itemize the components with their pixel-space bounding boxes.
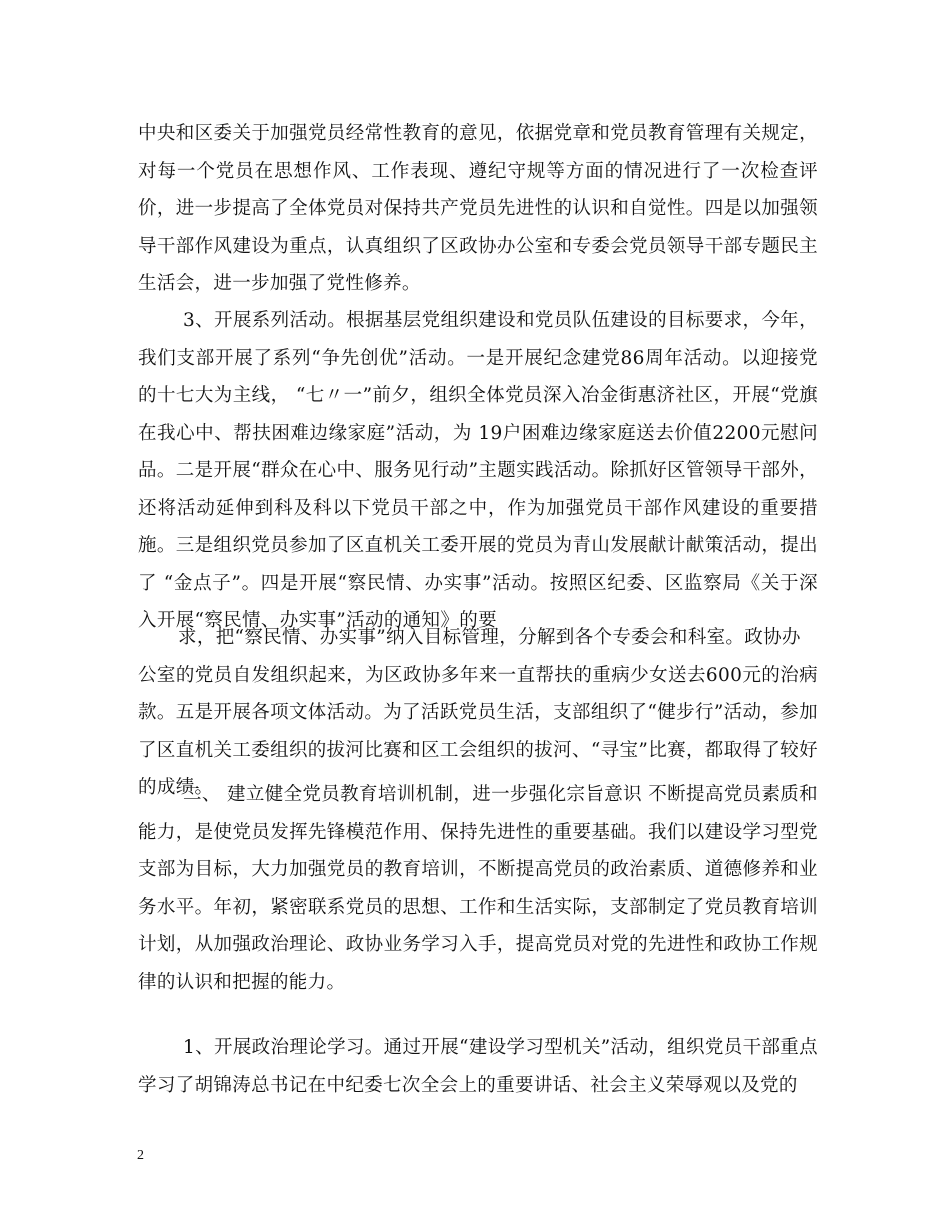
paragraph-remaining-lines: 公室的党员自发组织起来，为区政协多年来一直帮扶的重病少女送去600元的治病款。五是开展各项文体活动。为了活跃党员生活，支部组织了“健步行”活动，参加了区直机关工委组织的拔河比赛和区工会组织的拔河、“寻宝”比赛，都取得了较好的成绩。 [138,664,818,798]
paragraph-first-line: 求，把“察民情、办实事”纳入目标管理，分解到各个专委会和科室。政协办 [178,627,801,648]
page-number: 2 [137,1148,144,1163]
paragraph-theory-study: 1、开展政治理论学习。通过开展“建设学习型机关”活动，组织党员干部重点学习了胡锦涛总书记在中纪委七次全会上的重要讲话、社会主义荣辱观以及党的 [138,1037,818,1096]
paragraph-series-activities: 3、开展系列活动。根据基层党组织建设和党员队伍建设的目标要求，今年，我们支部开展了系列“争先创优”活动。一是开展纪念建党86周年活动。以迎接党的十七大为主线， “七〃一”前夕，组织全体党员深入冶金街惠济社区，开展“党旗在我心中、帮扶困难边缘家庭”活动，为 19户困难边缘家庭送去价值2200元慰问品。二是开展“群众在心中、服务见行动”主题实践活动。除抓好区管领导干部外，还将活动延伸到科及科以下党员干部之中，作为加强党员干部作风建设的重要措施。三是组织党员参加了区直机关工委开展的党员为青山发展献计献策活动，提出了 “金点子”。四是开展“察民情、办实事”活动。按照区纪委、区监察局《关于深入开展“察民情、办实事”活动的通知》的要 [138,310,818,631]
paragraph-training-mechanism: 二、 建立健全党员教育培训机制，进一步强化宗旨意识 不断提高党员素质和能力，是使党员发挥先锋模范作用、保持先进性的重要基础。我们以建设学习型党支部为目标，大力加强党员的教育培训，不断提高党员的政治素质、道德修养和业务水平。年初，紧密联系党员的思想、工作和生活实际，支部制定了党员教育培训计划，从加强政治理论、政协业务学习入手，提高党员对党的先进性和政协工作规律的认识和把握的能力。 [138,784,818,993]
paragraph-party-education-review: 中央和区委关于加强党员经常性教育的意见，依据党章和党员教育管理有关规定，对每一个党员在思想作风、工作表现、遵纪守规等方面的情况进行了一次检查评价，进一步提高了全体党员对保持共产党员先进性的认识和自觉性。四是以加强领导干部作风建设为重点，认真组织了区政协办公室和专委会党员领导干部专题民主生活会，进一步加强了党性修养。 [138,123,818,294]
